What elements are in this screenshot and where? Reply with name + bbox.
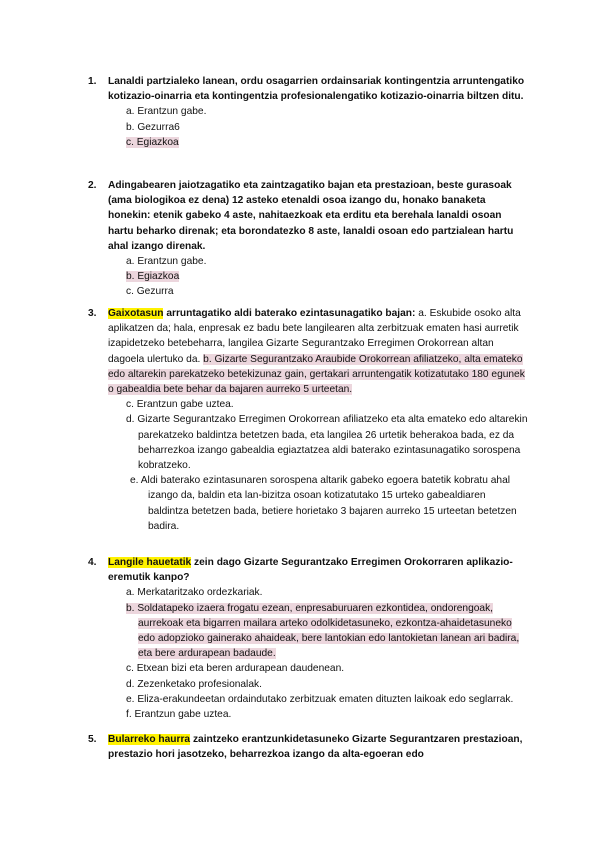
question-2 <box>88 178 528 300</box>
highlighted-answer: b. Soldatapeko izaera frogatu ezean, enpresaburuaren ezkontidea, ondorengoak, aurrekoak eta bigarren mailara arteko odolkidetasuneko, ezkontza-ahaidetasuneko edo adopzioko gainerako ahaideak, bere lantokian edo lantokietan lanean ari badira, eta bere ardurapean badaude. <box>126 602 520 660</box>
option-a: a. Eskubide osoko alta aplikatzen da; hala, enpresak ez badu bete langilearen alta zerbitzuak ematen hasi aurretik izapidetzeko betebeharra, langilea Gizarte Segurantzako Erregimen Orokorrean altan dagoela ulertuko da. <box>108 308 521 365</box>
option-d: d. Zezenketako profesionalak. <box>126 678 262 690</box>
question-number: 4. <box>88 557 97 568</box>
highlighted-title: Bularreko haurra <box>108 734 191 745</box>
question-3 <box>88 306 528 534</box>
question-stem <box>108 306 528 397</box>
question-title: zaintzeko erantzunkidetasuneko Gizarte Segurantzaren prestazioan, prestazio hori jasotzeko, beharrezkoa izango da alta-egoeran edo <box>108 734 523 761</box>
option-e: e. Aldi baterako ezintasunaren sorospena altarik gabeko egoera batetik kobratu ahal izango da, baldin eta lan-bizitza osoan kotizatutako 15 urteko gabealdiaren baldintza betetzen bada, betiere horietako 3 bajaren aurreko 15 urteetan betetzen badira. <box>130 475 517 532</box>
question-title: arruntagatiko aldi baterako ezintasunagatiko bajan: <box>163 308 416 319</box>
option-a: a. Erantzun gabe. <box>126 106 207 118</box>
question-number: 3. <box>88 308 97 319</box>
option-b: b. Gezurra6 <box>126 121 180 133</box>
highlighted-answer: b. Gizarte Segurantzako Araubide Orokorrean afiliatzeko, alta emateko edo altarekin parekatzeko betekizunaz gain, gertakari arruntengatik kotizatutako 180 egunek o gabealdia bete behar da bajaren aurreko 5 urteetan. <box>108 353 525 396</box>
option-c: c. Gezurra <box>126 286 174 298</box>
option-a: a. Merkataritzako ordezkariak. <box>126 587 263 599</box>
question-number: 5. <box>88 734 97 745</box>
highlighted-answer: c. Egiazkoa <box>126 136 179 148</box>
option-c: c. Etxean bizi eta beren ardurapean daudenean. <box>126 663 345 675</box>
question-number: 2. <box>88 180 97 191</box>
highlighted-answer: b. Egiazkoa <box>126 271 180 283</box>
option-c <box>126 135 528 150</box>
question-stem: Lanaldi partzialeko lanean, ordu osagarrien ordainsariak kontingentzia arruntengatiko kotizazio-oinarria eta kontingentzia profesionalengatiko kotizazio-oinarria biltzen ditu. <box>108 76 525 103</box>
highlighted-title: Langile hauetatik <box>108 557 192 568</box>
question-stem: Adingabearen jaiotzagatiko eta zaintzagatiko bajan eta prestazioan, beste gurasoak (ama biologikoa ez dena) 12 asteko etenaldi osoa izango du, honako banaketa honekin: etenik gabeko 4 aste, nahitaezkoak eta erditu eta berehala lanaldi osoan hartu beharko direnak; eta borondatezko 8 aste, lanaldi osoan edo partzialean hartu ahal izango direnak. <box>108 180 514 252</box>
question-5 <box>88 732 528 762</box>
option-d: d. Gizarte Segurantzako Erregimen Orokorrean afiliatzeko eta alta emateko edo altarekin parekatzeko baldintza betetzen bada, eta langilea 26 urtetik beherakoa bada, ez da beharrezkoa izango gabealdia egiaztatzea aldi baterako ezintasunagatiko sorospena kobratzeko. <box>126 414 528 472</box>
question-number: 1. <box>88 76 97 87</box>
question-title: zein dago Gizarte Segurantzako Erregimen Orokorraren aplikazio-eremutik kanpo? <box>108 557 513 584</box>
question-1 <box>88 74 528 150</box>
question-stem <box>108 555 528 585</box>
option-f: f. Erantzun gabe uztea. <box>126 709 232 721</box>
option-e: e. Eliza-erakundeetan ordaindutako zerbitzuak ematen dituzten laikoak edo seglarrak. <box>126 693 514 705</box>
option-c: c. Erantzun gabe uztea. <box>126 399 234 411</box>
question-stem <box>108 732 528 762</box>
option-a: a. Erantzun gabe. <box>126 256 207 268</box>
highlighted-title: Gaixotasun <box>108 308 164 319</box>
option-b <box>126 601 528 662</box>
option-b <box>126 269 528 284</box>
question-4 <box>88 555 528 722</box>
